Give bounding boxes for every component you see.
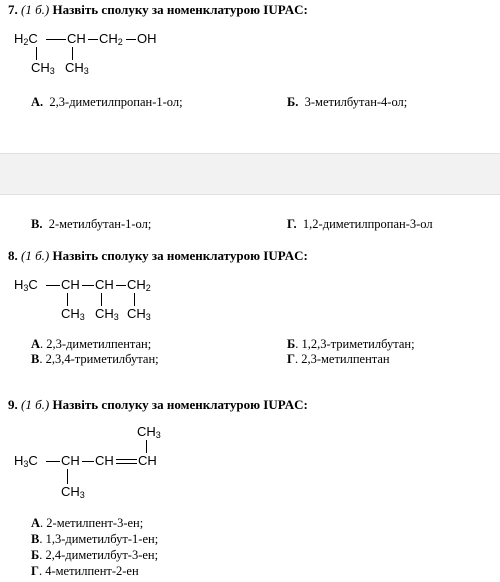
option-letter: Г. — [287, 217, 297, 231]
option-letter: Б — [31, 548, 40, 562]
atom-h3c: $H_3C$ — [14, 453, 38, 469]
question-8-heading — [8, 248, 308, 264]
bond — [82, 461, 94, 462]
bond — [88, 39, 98, 40]
option-letter: Б. — [287, 95, 299, 109]
option-letter: Г — [287, 352, 295, 366]
option-a[interactable] — [31, 516, 143, 531]
bond — [126, 39, 136, 40]
question-points: (1 б.) — [21, 397, 50, 412]
atom-ch3: $CH_3$ — [65, 60, 89, 76]
option-b[interactable] — [31, 548, 158, 563]
question-7-heading — [8, 2, 308, 18]
option-text: 1,2-диметилпропан-3-ол — [302, 217, 433, 231]
option-letter: Б — [287, 337, 296, 351]
bond — [36, 47, 37, 60]
atom-ch: CH — [138, 453, 157, 468]
question-points: (1 б.) — [21, 248, 50, 263]
atom-ch3: $CH_3$ — [61, 484, 85, 500]
atom-oh: OH — [137, 31, 157, 46]
bond — [46, 39, 66, 40]
option-a[interactable] — [31, 337, 151, 352]
option-text: . 2,3-метилпентан — [294, 352, 390, 366]
option-letter: В — [31, 352, 40, 366]
bond — [146, 440, 147, 453]
bond — [67, 293, 68, 306]
option-letter: А. — [31, 95, 44, 109]
atom-ch3: $CH_3$ — [127, 306, 151, 322]
question-text: Назвіть сполуку за номенклатурою IUPAC: — [52, 2, 308, 17]
bond — [67, 469, 68, 484]
bond — [101, 293, 102, 306]
option-v[interactable] — [31, 532, 158, 547]
option-letter: А — [31, 337, 41, 351]
option-a[interactable] — [31, 95, 183, 110]
option-g[interactable] — [287, 352, 390, 367]
option-text: . 1,3-диметилбут-1-ен; — [39, 532, 159, 546]
atom-h3c: $H_3C$ — [14, 277, 38, 293]
option-text: 2-метилбутан-1-ол; — [48, 217, 152, 231]
option-text: 3-метилбутан-4-ол; — [304, 95, 408, 109]
question-text: Назвіть сполуку за номенклатурою IUPAC: — [52, 248, 308, 263]
atom-ch: CH — [61, 453, 80, 468]
bond — [134, 293, 135, 306]
double-bond-line — [116, 463, 137, 464]
option-letter: В. — [31, 217, 43, 231]
bond — [46, 461, 60, 462]
option-text: . 2,4-диметилбут-3-ен; — [39, 548, 159, 562]
option-text: 2,3-диметилпропан-1-ол; — [49, 95, 183, 109]
question-number: 9. — [8, 397, 18, 412]
atom-ch3: $CH_3$ — [137, 424, 161, 440]
atom-ch: CH — [61, 277, 80, 292]
option-text: . 4-метилпент-2-ен — [38, 564, 139, 578]
option-text: . 1,2,3-триметилбутан; — [295, 337, 415, 351]
option-text: . 2-метилпент-3-ен; — [40, 516, 144, 530]
question-number: 7. — [8, 2, 18, 17]
question-points: (1 б.) — [21, 2, 50, 17]
bond — [72, 47, 73, 60]
atom-ch2: $CH_2$ — [99, 31, 123, 47]
option-g[interactable] — [31, 564, 139, 579]
option-text: . 2,3,4-триметилбутан; — [39, 352, 159, 366]
question-number: 8. — [8, 248, 18, 263]
atom-ch3: $CH_3$ — [31, 60, 55, 76]
option-letter: А — [31, 516, 41, 530]
option-g[interactable] — [287, 217, 433, 232]
option-v[interactable] — [31, 217, 151, 232]
double-bond-line — [116, 459, 137, 460]
bond — [46, 285, 60, 286]
atom-ch2: $CH_2$ — [127, 277, 151, 293]
atom-ch: CH — [95, 453, 114, 468]
question-text: Назвіть сполуку за номенклатурою IUPAC: — [52, 397, 308, 412]
option-text: . 2,3-диметилпентан; — [40, 337, 152, 351]
question-9-heading — [8, 397, 308, 413]
atom-ch3: $CH_3$ — [61, 306, 85, 322]
page-break-separator — [0, 153, 500, 195]
atom-ch3: $CH_3$ — [95, 306, 119, 322]
option-letter: Г — [31, 564, 39, 578]
option-b[interactable] — [287, 337, 415, 352]
atom-h2c: $H_2C$ — [14, 31, 38, 47]
bond — [82, 285, 94, 286]
option-v[interactable] — [31, 352, 159, 367]
atom-ch: CH — [95, 277, 114, 292]
option-letter: В — [31, 532, 40, 546]
bond — [116, 285, 126, 286]
atom-ch: CH — [67, 31, 86, 46]
option-b[interactable] — [287, 95, 407, 110]
